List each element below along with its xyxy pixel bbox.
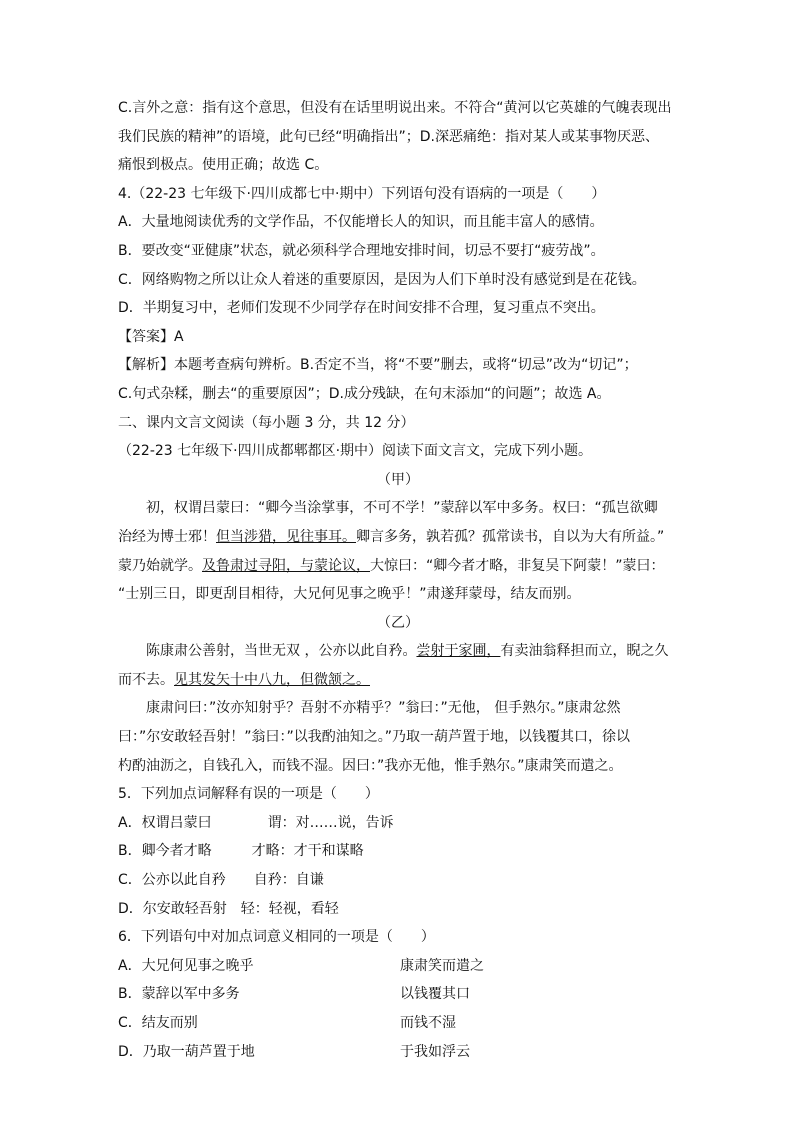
- underlined-sentence: 见其发矢十中八九，但微颔之。: [174, 671, 370, 688]
- option-text: C．公亦以此自矜: [118, 872, 226, 889]
- text-line: 痛恨到极点。使用正确；故选 C。: [118, 157, 329, 174]
- passage-line: 曰：”尔安敢轻吾射！”翁曰：”以我酌油知之。”乃取一葫芦置于地，以钱覆其口，徐以: [118, 729, 631, 746]
- question-5-option-b: [118, 837, 678, 866]
- passage-line: 杓酌油沥之，自钱孔入，而钱不湿。因曰：”我亦无他，惟手熟尔。”康肃笑而遣之。: [118, 757, 623, 774]
- passage-line: 康肃问曰：”汝亦知射乎？吾射不亦精乎？”翁曰：”无他， 但手熟尔。”康肃忿然: [146, 700, 621, 717]
- option-gloss: 谓：对……说，告诉: [267, 814, 394, 831]
- text-line: C.言外之意：指有这个意思，但没有在话里明说出来。不符合“黄河以它英雄的气魄表现出: [118, 100, 672, 116]
- document-page: [118, 94, 678, 1066]
- passage-label-jia: （甲）: [377, 471, 419, 488]
- option-text: D．尔安敢轻吾射: [118, 900, 227, 917]
- option-right: 康肃笑而遣之: [400, 957, 484, 974]
- passage-text: 而不去。: [118, 671, 174, 688]
- passage-label-yi: （乙）: [377, 614, 419, 631]
- option-gloss: 自矜：自谦: [253, 872, 324, 889]
- question-6-option-b: [118, 980, 678, 1009]
- option-left: A．大兄何见事之晚乎: [118, 957, 254, 974]
- option-left: C．结友而别: [118, 1015, 198, 1031]
- option-gloss: 轻：轻视，看轻: [240, 900, 339, 917]
- passage-line: [118, 637, 678, 666]
- question-4-option-d: D．半期复习中，老师们发现不少同学存在时间安排不合理，复习重点不突出。: [118, 300, 605, 317]
- section-heading: 二、课内文言文阅读（每小题 3 分，共 12 分）: [118, 414, 415, 431]
- passage-text: 陈康肃公善射，当世无双 ，公亦以此自矜。: [146, 643, 417, 660]
- underlined-sentence: 但当涉猎，见往事耳。: [216, 528, 356, 545]
- passage-text: 卿言多务，孰若孤？孤常读书，自以为大有所益。”: [356, 528, 665, 545]
- question-6-option-c: [118, 1009, 678, 1038]
- question-4-option-c: C．网络购物之所以让众人着迷的重要原因，是因为人们下单时没有感觉到是在花钱。: [118, 271, 646, 288]
- passage-text: 蒙乃始就学。: [118, 557, 202, 574]
- passage-line: [118, 523, 678, 552]
- passage-text: 治经为博士邪！: [118, 528, 216, 545]
- question-5-stem: 5．下列加点词解释有误的一项是（ ）: [118, 786, 379, 803]
- question-5-option-a: [118, 809, 678, 838]
- question-4-stem: 4.（22-23 七年级下·四川成都七中·期中）下列语句没有语病的一项是（ ）: [118, 185, 606, 202]
- analysis-line: 【解析】本题考查病句辨析。B.否定不当，将“不要”删去，或将“切忌”改为“切记”；: [118, 357, 638, 374]
- question-4-option-a: A．大量地阅读优秀的文学作品，不仅能增长人的知识，而且能丰富人的感情。: [118, 214, 604, 231]
- passage-line: 初，权谓吕蒙曰：“卿今当涂掌事，不可不学！”蒙辞以军中多务。权曰：“孤岂欲卿: [146, 500, 658, 517]
- underlined-sentence: 尝射于家圃，: [416, 643, 501, 660]
- option-left: B．蒙辞以军中多务: [118, 986, 240, 1003]
- analysis-line: C.句式杂糅，删去“的重要原因”；D.成分残缺，在句末添加“的问题”；故选 A。: [118, 385, 611, 402]
- text-line: 我们民族的精神”的语境，此句已经“明确指出”；D.深恶痛绝：指对某人或某事物厌恶、: [118, 128, 659, 145]
- answer-line: 【答案】A: [118, 328, 184, 345]
- option-right: 而钱不湿: [400, 1015, 456, 1031]
- question-5-option-c: [118, 866, 678, 895]
- option-left: D．乃取一葫芦置于地: [118, 1043, 255, 1060]
- passage-line: [118, 666, 678, 695]
- option-right: 以钱覆其口: [400, 986, 470, 1003]
- underlined-sentence: 及鲁肃过寻阳，与蒙论议，: [202, 557, 370, 574]
- passage-line: “士别三日，即更刮目相待，大兄何见事之晚乎！”肃遂拜蒙母，结友而别。: [118, 586, 581, 603]
- passage-source: （22-23 七年级下·四川成都郫都区·期中）阅读下面文言文，完成下列小题。: [118, 443, 593, 460]
- question-5-option-d: [118, 895, 678, 924]
- question-4-option-b: B．要改变“亚健康”状态，就必须科学合理地安排时间，切忌不要打“疲劳战”。: [118, 242, 605, 259]
- option-gloss: 才略：才干和谋略: [251, 843, 364, 860]
- option-text: B．卿今者才略: [118, 843, 212, 860]
- question-6-stem: 6．下列语句中对加点词意义相同的一项是（ ）: [118, 929, 435, 946]
- option-text: A．权谓吕蒙曰: [118, 814, 212, 831]
- passage-text: 大惊曰：“卿今者才略，非复吴下阿蒙！”蒙曰：: [370, 557, 665, 574]
- option-right: 于我如浮云: [400, 1043, 470, 1060]
- passage-text: 有卖油翁释担而立，睨之久: [500, 643, 669, 660]
- question-6-option-d: [118, 1038, 678, 1067]
- question-6-option-a: [118, 952, 678, 981]
- passage-line: [118, 552, 678, 581]
